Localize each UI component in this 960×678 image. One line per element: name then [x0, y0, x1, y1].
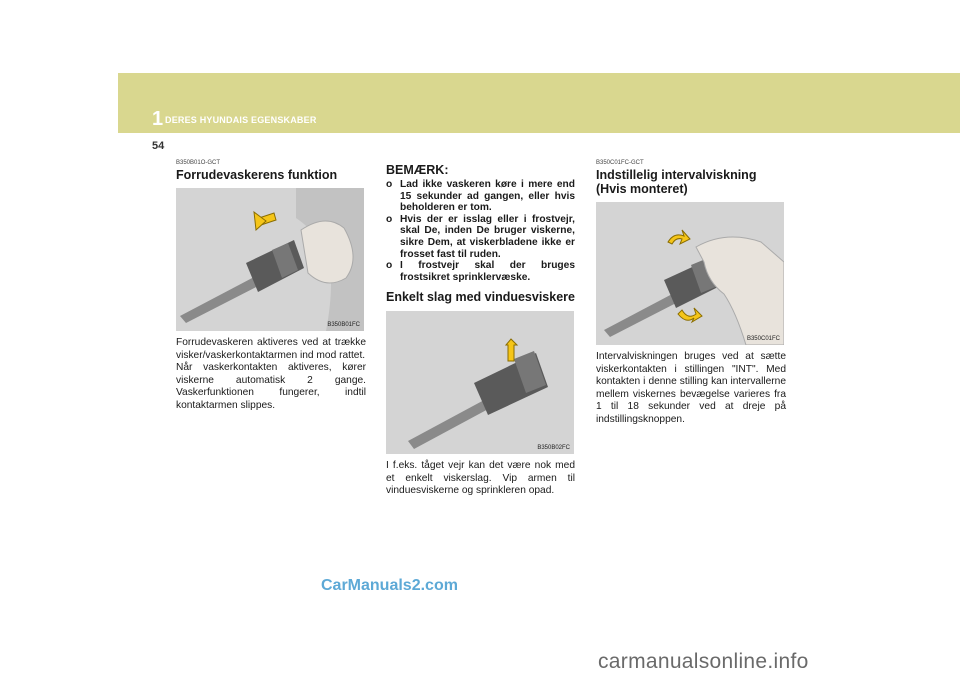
- interval-figure: [596, 202, 784, 345]
- list-item: [386, 260, 575, 283]
- note-text: Hvis der er isslag eller i frostvejr, skal De, inden De bruger viskerne, sikre Dem, at viskerbladene ikke er frosset fast til ruden.: [400, 213, 575, 260]
- paragraph: Forrudevaskeren aktiveres ved at trække visker/vaskerkontaktarmen ind mod rattet.: [176, 337, 366, 361]
- section-code: B350C01FC-GCT: [596, 160, 644, 166]
- paragraph: Når vaskerkontakten aktiveres, kører viskerne automatisk 2 gange. Vaskerfunktionen fungerer, indtil kontaktarmen slippes.: [176, 362, 366, 411]
- section-body: [176, 337, 366, 412]
- bullet: o: [386, 213, 393, 225]
- wiper-stalk-illustration: [386, 311, 574, 454]
- section-body: [596, 351, 786, 426]
- paragraph: I f.eks. tåget vejr kan det være nok med et enkelt viskerslag. Vip armen til vinduesviskerne og sprinkleren opad.: [386, 460, 575, 497]
- list-item: [386, 179, 575, 214]
- bullet: o: [386, 179, 393, 190]
- wiper-stalk-illustration: [596, 202, 784, 345]
- figure-code: B350B02FC: [537, 445, 570, 452]
- note-list: [386, 179, 575, 283]
- section-code: B350B01O-GCT: [176, 160, 221, 166]
- single-wipe-figure: [386, 311, 574, 454]
- left-column: [176, 160, 366, 412]
- section-heading: Enkelt slag med vinduesviskere: [386, 290, 575, 305]
- wiper-stalk-illustration: [176, 188, 364, 331]
- watermark-link[interactable]: carmanualsonline.info: [598, 650, 809, 673]
- heading-line: (Hvis monteret): [596, 182, 688, 196]
- section-body: [386, 460, 575, 498]
- chapter-number: 1: [152, 108, 164, 130]
- note-text: Lad ikke vaskeren køre i mere end 15 sekunder ad gangen, eller hvis beholderen er tom.: [400, 179, 575, 214]
- section-heading: [596, 168, 786, 196]
- note-text: I frostvejr skal der bruges frostsikret sprinklervæske.: [400, 260, 575, 283]
- section-heading: Forrudevaskerens funktion: [176, 168, 338, 182]
- figure-code: B350C01FC: [746, 336, 780, 342]
- note-title: BEMÆRK:: [386, 163, 449, 177]
- middle-column: [386, 163, 575, 498]
- bullet: o: [386, 260, 393, 272]
- figure-code: B350B01FC: [327, 322, 360, 328]
- page-number: 54: [152, 140, 165, 152]
- list-item: [386, 214, 575, 260]
- watermark-link[interactable]: CarManuals2.com: [321, 577, 458, 594]
- chapter-title: DERES HYUNDAIS EGENSKABER: [165, 115, 317, 125]
- paragraph: Intervalviskningen bruges ved at sætte viskerkontakten i stillingen "INT". Med kontakten i denne stilling kan intervallerne mellem viskernes bevægelse varieres fra 1 til 18 sekunder ved at dreje på indstillingsknoppen.: [596, 351, 786, 425]
- heading-line: Indstillelig intervalviskning: [596, 168, 757, 182]
- right-column: [596, 160, 786, 426]
- washer-figure: [176, 188, 364, 331]
